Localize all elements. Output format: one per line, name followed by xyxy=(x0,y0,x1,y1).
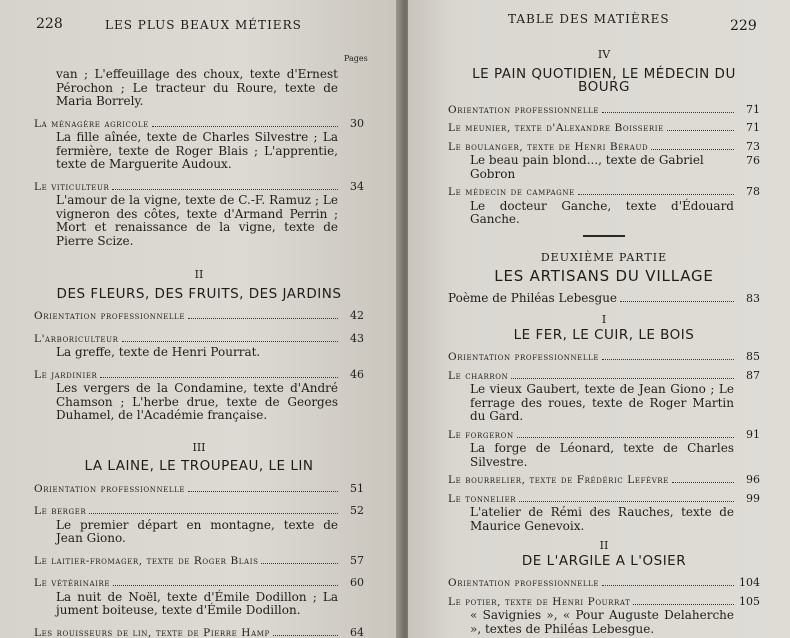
toc-entry xyxy=(448,103,760,118)
toc-continuation: van ; L'effeuillage des choux, texte d'Ernest Pérochon ; Le tracteur du Roure, texte de Maria Borrely. xyxy=(56,67,338,108)
toc-entry-desc: « Savignies », « Pour Auguste Delaherche », textes de Philéas Lebesgue. xyxy=(470,608,734,636)
toc-entry xyxy=(34,576,364,618)
toc-entry-page: 85 xyxy=(746,350,760,363)
toc-entry-desc: La greffe, texte de Henri Pourrat. xyxy=(56,345,261,359)
toc-entry-desc: La fille aînée, texte de Charles Silvestre ; La fermière, texte de Roger Blais ; L'apprentie, texte de Marguerite Audoux. xyxy=(56,130,338,171)
toc-entry-label: Le bourrelier, texte de Frédéric Lefèvre xyxy=(448,474,669,486)
toc-entry-page: 42 xyxy=(350,309,364,322)
toc-entry-page: 43 xyxy=(350,331,364,345)
section-number: II xyxy=(599,539,609,552)
toc-entry-label: Le charron xyxy=(448,369,509,382)
toc-entry xyxy=(34,482,364,497)
section-title: DE L'ARGILE A L'OSIER xyxy=(521,552,687,569)
divider-rule xyxy=(583,235,625,237)
toc-entry-label: Orientation professionnelle xyxy=(34,482,186,495)
toc-entry-page: 71 xyxy=(746,121,760,134)
toc-entry xyxy=(34,626,364,638)
page-number: 229 xyxy=(730,18,757,34)
toc-entry-desc: Le vieux Gaubert, texte de Jean Giono ; Le ferrage des roues, texte de Roger Martin du Gard. xyxy=(470,382,734,423)
toc-entry-page: 30 xyxy=(350,116,364,130)
toc-entry-label: Le forgeron xyxy=(448,428,514,441)
toc-entry xyxy=(448,121,760,136)
toc-entry-desc: Le beau pain blond..., texte de Gabriel Gobron xyxy=(470,153,704,181)
toc-entry xyxy=(34,309,364,324)
toc-entry xyxy=(448,428,760,470)
toc-entry-page: 83 xyxy=(746,291,760,305)
toc-entry-desc: La forge de Léonard, texte de Charles Silvestre. xyxy=(470,441,734,469)
toc-entry-desc: L'amour de la vigne, texte de C.-F. Ramuz ; Le vigneron des côtes, texte d'Armand Perrin ; Mort et renaissance de la vigne, texte de Pierre Scize. xyxy=(56,193,338,248)
toc-entry xyxy=(448,292,760,306)
toc-entry-desc: La nuit de Noël, texte d'Émile Dodillon ; La jument boiteuse, texte d'Émile Dodillon. xyxy=(56,589,338,617)
toc-entry-page: 78 xyxy=(746,185,760,198)
toc-entry-label: Le laitier-fromager, texte de Roger Blais xyxy=(34,554,259,567)
toc-entry xyxy=(34,368,364,423)
toc-entry xyxy=(34,180,364,249)
part-title: LES ARTISANS DU VILLAGE xyxy=(494,267,714,285)
toc-entry-label: Les rouisseurs de lin, texte de Pierre Hamp xyxy=(34,626,270,638)
toc-entry-page: 60 xyxy=(350,576,364,589)
toc-entry-label: La ménagère agricole xyxy=(34,117,149,130)
toc-entry xyxy=(448,185,760,227)
toc-entry-label: Le viticulteur xyxy=(34,180,110,193)
toc-entry-label: Orientation professionnelle xyxy=(448,103,600,116)
right-page xyxy=(408,0,790,638)
toc-entry-label: Poème de Philéas Lebesgue xyxy=(448,290,618,305)
toc-entry xyxy=(448,140,760,182)
toc-entry xyxy=(34,117,364,172)
toc-entry xyxy=(448,595,760,637)
toc-entry xyxy=(448,350,760,365)
section-number: III xyxy=(192,440,206,454)
section-title: LE FER, LE CUIR, LE BOIS xyxy=(513,326,695,343)
section-title: LE PAIN QUOTIDIEN, LE MÉDECIN DU BOURG xyxy=(472,65,736,95)
toc-column-right xyxy=(448,44,760,638)
toc-entry-page: 34 xyxy=(350,179,364,193)
toc-entry-page: 71 xyxy=(746,102,760,116)
toc-entry-page: 96 xyxy=(746,473,760,486)
toc-column-left xyxy=(34,68,364,638)
toc-entry-page: 51 xyxy=(350,481,364,495)
toc-entry-label: Le jardinier xyxy=(34,368,98,381)
toc-entry xyxy=(34,332,364,360)
toc-entry-label: Le boulanger, texte de Henri Béraud xyxy=(448,140,649,153)
running-head: TABLE DES MATIÈRES xyxy=(508,12,670,26)
toc-entry-desc: L'atelier de Rémi des Rauches, texte de Maurice Genevoix. xyxy=(470,505,734,533)
toc-entry-page: 87 xyxy=(746,368,760,382)
toc-entry-label: Orientation professionnelle xyxy=(448,577,600,589)
section-title: LA LAINE, LE TROUPEAU, LE LIN xyxy=(84,458,314,474)
section-title: DES FLEURS, DES FRUITS, DES JARDINS xyxy=(56,285,342,302)
page-number: 228 xyxy=(36,16,63,32)
toc-entry xyxy=(448,369,760,424)
toc-entry-page: 104 xyxy=(739,576,760,589)
toc-entry-label: Le vétérinaire xyxy=(34,577,111,589)
part-label: DEUXIÈME PARTIE xyxy=(540,250,668,264)
toc-entry xyxy=(448,576,760,591)
toc-entry-page: 91 xyxy=(746,427,760,441)
toc-entry-label: Le meunier, texte d'Alexandre Boisserie xyxy=(448,122,664,134)
toc-entry-page: 105 xyxy=(739,594,760,608)
toc-entry-page: 99 xyxy=(746,491,760,505)
toc-entry-page: 52 xyxy=(350,504,364,517)
toc-entry-label: L'arboriculteur xyxy=(34,332,119,345)
section-number: IV xyxy=(597,48,611,61)
toc-entry-label: Le médecin de campagne xyxy=(448,186,575,198)
toc-entry xyxy=(34,554,364,569)
toc-entry-label: Le tonnelier xyxy=(448,492,517,505)
toc-entry-label: Le potier, texte de Henri Pourrat xyxy=(448,595,631,608)
toc-entry-desc: Les vergers de la Condamine, texte d'André Chamson ; L'herbe drue, texte de Georges Duhamel, de l'Académie française. xyxy=(56,381,338,422)
toc-entry xyxy=(34,504,364,546)
toc-entry-page: 64 xyxy=(350,625,364,638)
toc-entry xyxy=(448,473,760,488)
toc-entry-label: Orientation professionnelle xyxy=(448,351,600,363)
toc-entry-page: 73 xyxy=(746,139,760,153)
toc-entry-page: 46 xyxy=(350,367,364,381)
toc-entry-desc: Le premier départ en montagne, texte de Jean Giono. xyxy=(56,517,338,545)
running-head: LES PLUS BEAUX MÉTIERS xyxy=(105,18,302,32)
section-number: I xyxy=(601,313,607,326)
toc-entry-page: 57 xyxy=(350,553,364,567)
toc-entry xyxy=(448,492,760,534)
toc-entry-label: Le berger xyxy=(34,505,87,517)
toc-entry-page: 76 xyxy=(746,154,760,167)
pages-column-header: Pages xyxy=(344,54,368,63)
section-number: II xyxy=(194,268,204,281)
toc-entry-desc: Le docteur Ganche, texte d'Édouard Ganche. xyxy=(470,198,734,226)
toc-entry-label: Orientation professionnelle xyxy=(34,310,186,322)
